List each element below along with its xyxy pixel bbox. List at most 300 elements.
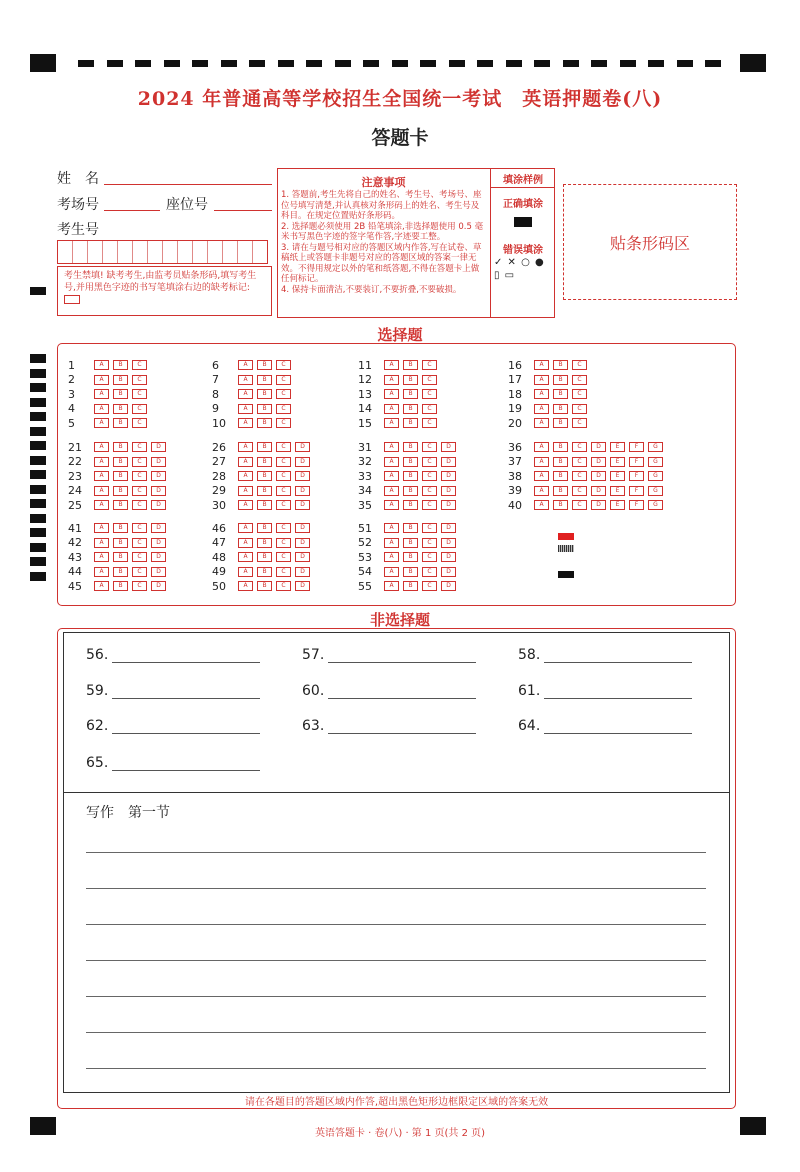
question-number: 1 — [68, 358, 75, 372]
option-bubble[interactable]: C — [132, 389, 147, 399]
option-bubble[interactable]: B — [257, 581, 272, 591]
blank-60[interactable] — [302, 683, 476, 699]
option-bubble[interactable]: C — [276, 486, 291, 496]
option-bubble[interactable]: B — [257, 471, 272, 481]
question-row — [212, 498, 314, 512]
blank-57[interactable] — [302, 647, 476, 663]
id-grid[interactable] — [57, 240, 268, 264]
blank-64[interactable] — [518, 718, 692, 734]
option-bubble[interactable]: B — [113, 360, 128, 370]
option-bubble[interactable]: A — [238, 375, 253, 385]
question-number: 51 — [358, 521, 372, 535]
option-bubble[interactable]: C — [132, 523, 147, 533]
option-bubble[interactable]: A — [238, 471, 253, 481]
option-bubble[interactable]: C — [276, 581, 291, 591]
option-bubble[interactable]: A — [94, 500, 109, 510]
option-bubble[interactable]: C — [132, 375, 147, 385]
writing-line[interactable] — [86, 996, 706, 997]
timing-mark — [30, 572, 46, 581]
option-bubble[interactable]: B — [113, 567, 128, 577]
option-bubble[interactable]: A — [238, 418, 253, 428]
option-bubble[interactable]: C — [132, 457, 147, 467]
timing-dash — [591, 60, 607, 67]
option-bubble[interactable]: A — [384, 486, 399, 496]
option-bubble[interactable]: B — [403, 389, 418, 399]
blank-61[interactable] — [518, 683, 692, 699]
timing-mark — [30, 427, 46, 436]
option-bubble[interactable]: E — [610, 500, 625, 510]
option-bubble[interactable]: B — [113, 389, 128, 399]
question-row — [212, 416, 295, 430]
option-bubble[interactable]: C — [276, 538, 291, 548]
option-bubble[interactable]: B — [113, 457, 128, 467]
timing-dash — [563, 60, 579, 67]
option-bubble[interactable]: C — [276, 552, 291, 562]
option-bubble[interactable]: B — [113, 581, 128, 591]
option-bubble[interactable]: B — [553, 500, 568, 510]
option-bubble[interactable]: D — [441, 538, 456, 548]
option-bubble[interactable]: C — [422, 457, 437, 467]
notice-item: 4. 保持卡面清洁,不要装订,不要折叠,不要破损。 — [281, 284, 462, 295]
question-number: 47 — [212, 536, 226, 549]
option-bubble[interactable]: A — [238, 538, 253, 548]
option-bubble[interactable]: A — [384, 538, 399, 548]
option-bubble[interactable]: C — [572, 442, 587, 452]
option-bubble[interactable]: D — [441, 457, 456, 467]
option-bubble[interactable]: C — [422, 581, 437, 591]
option-bubble[interactable]: B — [257, 500, 272, 510]
question-row — [212, 484, 314, 498]
blank-number: 58. — [518, 647, 541, 663]
option-bubble[interactable]: B — [113, 442, 128, 452]
option-bubble[interactable]: C — [572, 389, 587, 399]
option-bubble[interactable]: A — [534, 471, 549, 481]
option-bubble[interactable]: A — [384, 375, 399, 385]
option-bubble[interactable]: C — [422, 375, 437, 385]
timing-dash — [192, 60, 208, 67]
sample-fill-gray — [558, 545, 574, 552]
question-number: 36 — [508, 440, 522, 454]
option-bubble[interactable]: B — [113, 538, 128, 548]
option-bubble[interactable]: B — [257, 404, 272, 414]
option-bubble[interactable]: C — [132, 500, 147, 510]
option-bubble[interactable]: B — [257, 538, 272, 548]
option-bubble[interactable]: C — [276, 404, 291, 414]
option-bubble[interactable]: A — [384, 457, 399, 467]
option-bubble[interactable]: B — [403, 404, 418, 414]
question-number: 20 — [508, 416, 522, 430]
option-bubble[interactable]: B — [113, 500, 128, 510]
option-bubble[interactable]: B — [113, 404, 128, 414]
option-bubble[interactable]: C — [422, 500, 437, 510]
option-bubble[interactable]: A — [384, 471, 399, 481]
option-bubble[interactable]: D — [151, 581, 166, 591]
name-field[interactable] — [104, 170, 272, 185]
option-bubble[interactable]: A — [94, 360, 109, 370]
option-bubble[interactable]: C — [276, 442, 291, 452]
question-row — [508, 440, 667, 454]
option-bubble[interactable]: A — [94, 538, 109, 548]
option-bubble[interactable]: A — [238, 552, 253, 562]
timing-dash — [620, 60, 636, 67]
option-bubble[interactable]: C — [276, 389, 291, 399]
option-bubble[interactable]: F — [629, 471, 644, 481]
writing-line[interactable] — [86, 888, 706, 889]
option-bubble[interactable]: A — [384, 500, 399, 510]
option-bubble[interactable]: D — [441, 523, 456, 533]
option-bubble[interactable]: C — [422, 567, 437, 577]
question-row — [212, 455, 314, 469]
blank-63[interactable] — [302, 718, 476, 734]
wrong-fill-samples: ✓ ✕ ○ ● ▯ ▭ — [494, 257, 544, 281]
option-bubble[interactable]: A — [534, 389, 549, 399]
option-bubble[interactable]: D — [151, 500, 166, 510]
option-bubble[interactable]: A — [384, 404, 399, 414]
option-bubble[interactable]: A — [238, 389, 253, 399]
option-bubble[interactable]: B — [257, 567, 272, 577]
timing-mark — [30, 470, 46, 479]
option-bubble[interactable]: C — [422, 486, 437, 496]
option-bubble[interactable]: A — [238, 523, 253, 533]
option-bubble[interactable]: D — [151, 457, 166, 467]
option-bubble[interactable]: B — [257, 389, 272, 399]
writing-line[interactable] — [86, 1032, 706, 1033]
option-bubble[interactable]: A — [94, 442, 109, 452]
question-number: 38 — [508, 469, 522, 483]
timing-mark — [30, 514, 46, 523]
question-row — [68, 484, 170, 498]
option-bubble[interactable]: C — [572, 404, 587, 414]
option-bubble[interactable]: A — [238, 360, 253, 370]
option-bubble[interactable]: D — [151, 442, 166, 452]
option-bubble[interactable]: E — [610, 486, 625, 496]
option-bubble[interactable]: D — [151, 567, 166, 577]
option-bubble[interactable]: C — [132, 552, 147, 562]
option-bubble[interactable]: A — [238, 500, 253, 510]
question-number: 24 — [68, 484, 82, 497]
option-bubble[interactable]: A — [534, 375, 549, 385]
question-number: 40 — [508, 498, 522, 512]
option-bubble[interactable]: A — [384, 581, 399, 591]
question-number: 55 — [358, 579, 372, 593]
option-bubble[interactable]: B — [113, 418, 128, 428]
absent-note — [57, 266, 272, 316]
option-bubble[interactable]: E — [610, 471, 625, 481]
timing-mark — [30, 398, 46, 407]
exam-title: 2024 年普通高等学校招生全国统一考试 英语押题卷(八) — [137, 88, 663, 110]
option-bubble[interactable]: B — [257, 360, 272, 370]
option-bubble[interactable]: A — [94, 404, 109, 414]
option-bubble[interactable]: B — [257, 486, 272, 496]
option-bubble[interactable]: C — [422, 523, 437, 533]
option-bubble[interactable]: E — [610, 442, 625, 452]
option-bubble[interactable]: B — [113, 375, 128, 385]
option-bubble[interactable]: C — [422, 442, 437, 452]
option-bubble[interactable]: B — [403, 552, 418, 562]
option-bubble[interactable]: A — [384, 418, 399, 428]
option-bubble[interactable]: D — [441, 486, 456, 496]
option-bubble[interactable]: C — [276, 375, 291, 385]
question-number: 31 — [358, 440, 372, 454]
option-bubble[interactable]: G — [648, 500, 663, 510]
option-bubble[interactable]: C — [276, 360, 291, 370]
option-bubble[interactable]: C — [572, 418, 587, 428]
option-bubble[interactable]: D — [591, 471, 606, 481]
option-bubble[interactable]: B — [553, 486, 568, 496]
option-bubble[interactable]: A — [94, 523, 109, 533]
option-bubble[interactable]: B — [553, 360, 568, 370]
option-bubble[interactable]: A — [534, 360, 549, 370]
option-bubble[interactable]: D — [441, 500, 456, 510]
option-bubble[interactable]: D — [441, 552, 456, 562]
option-bubble[interactable]: F — [629, 486, 644, 496]
option-bubble[interactable]: B — [403, 567, 418, 577]
option-bubble[interactable]: C — [422, 538, 437, 548]
question-row — [68, 536, 170, 550]
option-bubble[interactable]: D — [295, 538, 310, 548]
absent-mark-box[interactable] — [64, 295, 80, 304]
option-bubble[interactable]: B — [113, 486, 128, 496]
option-bubble[interactable]: D — [151, 471, 166, 481]
option-bubble[interactable]: D — [591, 500, 606, 510]
option-bubble[interactable]: A — [94, 418, 109, 428]
option-bubble[interactable]: B — [113, 552, 128, 562]
option-bubble[interactable]: F — [629, 442, 644, 452]
timing-dash — [420, 60, 436, 67]
option-bubble[interactable]: A — [238, 442, 253, 452]
question-row — [212, 387, 295, 401]
option-bubble[interactable]: A — [534, 442, 549, 452]
option-bubble[interactable]: B — [553, 471, 568, 481]
option-bubble[interactable]: B — [257, 552, 272, 562]
option-bubble[interactable]: C — [132, 360, 147, 370]
option-bubble[interactable]: C — [422, 471, 437, 481]
option-bubble[interactable]: C — [132, 581, 147, 591]
writing-line[interactable] — [86, 960, 706, 961]
writing-line[interactable] — [86, 852, 706, 853]
option-bubble[interactable]: A — [384, 567, 399, 577]
option-bubble[interactable]: C — [276, 523, 291, 533]
timing-dash — [477, 60, 493, 67]
option-bubble[interactable]: B — [403, 581, 418, 591]
option-bubble[interactable]: B — [257, 375, 272, 385]
question-row — [358, 498, 460, 512]
option-bubble[interactable]: D — [295, 442, 310, 452]
option-bubble[interactable]: B — [553, 442, 568, 452]
option-bubble[interactable]: B — [403, 523, 418, 533]
question-row — [358, 358, 441, 372]
option-bubble[interactable]: B — [257, 418, 272, 428]
option-bubble[interactable]: D — [295, 523, 310, 533]
option-bubble[interactable]: A — [94, 375, 109, 385]
option-bubble[interactable]: A — [384, 523, 399, 533]
option-bubble[interactable]: B — [257, 442, 272, 452]
option-bubble[interactable]: C — [132, 404, 147, 414]
option-bubble[interactable]: D — [441, 581, 456, 591]
option-bubble[interactable]: A — [534, 500, 549, 510]
option-bubble[interactable]: G — [648, 442, 663, 452]
option-bubble[interactable]: A — [94, 389, 109, 399]
blank-59[interactable] — [86, 683, 260, 699]
option-bubble[interactable]: C — [422, 360, 437, 370]
option-bubble[interactable]: D — [441, 567, 456, 577]
option-bubble[interactable]: D — [151, 523, 166, 533]
option-bubble[interactable]: C — [572, 486, 587, 496]
option-bubble[interactable]: B — [403, 500, 418, 510]
sample-title: 填涂样例 — [503, 175, 543, 186]
option-bubble[interactable]: D — [591, 486, 606, 496]
option-bubble[interactable]: A — [534, 404, 549, 414]
question-number: 10 — [212, 416, 226, 430]
option-bubble[interactable]: C — [572, 360, 587, 370]
option-bubble[interactable]: A — [94, 486, 109, 496]
option-bubble[interactable]: A — [384, 360, 399, 370]
option-bubble[interactable]: A — [384, 552, 399, 562]
blank-65[interactable] — [86, 755, 260, 771]
option-bubble[interactable]: C — [422, 389, 437, 399]
option-bubble[interactable]: B — [403, 457, 418, 467]
question-number: 32 — [358, 455, 372, 468]
option-bubble[interactable]: A — [238, 457, 253, 467]
option-bubble[interactable]: C — [422, 552, 437, 562]
question-row — [212, 440, 314, 454]
option-bubble[interactable]: C — [132, 486, 147, 496]
option-bubble[interactable]: B — [403, 486, 418, 496]
option-bubble[interactable]: C — [422, 404, 437, 414]
option-bubble[interactable]: C — [276, 567, 291, 577]
timing-dash — [449, 60, 465, 67]
option-bubble[interactable]: A — [94, 471, 109, 481]
option-bubble[interactable]: D — [441, 442, 456, 452]
option-bubble[interactable]: D — [151, 552, 166, 562]
option-bubble[interactable]: D — [295, 567, 310, 577]
option-bubble[interactable]: C — [132, 418, 147, 428]
question-row — [358, 579, 460, 593]
option-bubble[interactable]: B — [403, 418, 418, 428]
option-bubble[interactable]: F — [629, 457, 644, 467]
option-bubble[interactable]: C — [132, 471, 147, 481]
option-bubble[interactable]: A — [238, 404, 253, 414]
option-bubble[interactable]: C — [276, 500, 291, 510]
question-row — [68, 402, 151, 416]
option-bubble[interactable]: B — [113, 523, 128, 533]
option-bubble[interactable]: C — [276, 418, 291, 428]
timing-dash — [249, 60, 265, 67]
option-bubble[interactable]: B — [403, 360, 418, 370]
option-bubble[interactable]: C — [572, 457, 587, 467]
option-bubble[interactable]: C — [572, 500, 587, 510]
corner-mark-top-left — [30, 54, 56, 72]
option-bubble[interactable]: A — [94, 457, 109, 467]
option-bubble[interactable]: E — [610, 457, 625, 467]
option-bubble[interactable]: D — [295, 486, 310, 496]
option-bubble[interactable]: C — [276, 457, 291, 467]
notice-item: 1. 答题前,考生先将自己的姓名、考生号、考场号、座位号填写清楚,并认真核对条形码上的姓名、考生号及科目。在规定位置贴好条形码。 — [281, 190, 482, 221]
option-bubble[interactable]: C — [276, 471, 291, 481]
question-number: 18 — [508, 387, 522, 401]
option-bubble[interactable]: D — [591, 457, 606, 467]
option-bubble[interactable]: A — [384, 442, 399, 452]
option-bubble[interactable]: A — [384, 389, 399, 399]
option-bubble[interactable]: G — [648, 486, 663, 496]
question-number: 41 — [68, 521, 82, 535]
option-bubble[interactable]: B — [403, 375, 418, 385]
blank-62[interactable] — [86, 718, 260, 734]
blank-58[interactable] — [518, 647, 692, 663]
option-bubble[interactable]: D — [295, 471, 310, 481]
question-number: 42 — [68, 536, 82, 549]
option-bubble[interactable]: B — [553, 375, 568, 385]
option-bubble[interactable]: F — [629, 500, 644, 510]
timing-dash — [278, 60, 294, 67]
option-bubble[interactable]: C — [422, 418, 437, 428]
option-bubble[interactable]: A — [238, 567, 253, 577]
option-bubble[interactable]: A — [238, 581, 253, 591]
seat-field[interactable] — [214, 196, 272, 211]
blank-56[interactable] — [86, 647, 260, 663]
option-bubble[interactable]: D — [151, 486, 166, 496]
option-bubble[interactable]: A — [534, 418, 549, 428]
option-bubble[interactable]: C — [132, 567, 147, 577]
option-bubble[interactable]: B — [113, 471, 128, 481]
option-bubble[interactable]: B — [553, 404, 568, 414]
option-bubble[interactable]: B — [257, 523, 272, 533]
option-bubble[interactable]: B — [403, 442, 418, 452]
option-bubble[interactable]: D — [295, 457, 310, 467]
option-bubble[interactable]: B — [553, 418, 568, 428]
blank-number: 61. — [518, 683, 541, 699]
question-number: 29 — [212, 484, 226, 497]
option-bubble[interactable]: D — [591, 442, 606, 452]
option-bubble[interactable]: A — [534, 486, 549, 496]
option-bubble[interactable]: B — [403, 471, 418, 481]
option-bubble[interactable]: A — [94, 567, 109, 577]
option-bubble[interactable]: D — [295, 581, 310, 591]
option-bubble[interactable]: A — [94, 581, 109, 591]
blank-number: 57. — [302, 647, 325, 663]
room-field[interactable] — [104, 196, 160, 211]
option-bubble[interactable]: C — [572, 471, 587, 481]
timing-mark — [30, 383, 46, 392]
option-bubble[interactable]: G — [648, 471, 663, 481]
option-bubble[interactable]: C — [132, 442, 147, 452]
option-bubble[interactable]: B — [257, 457, 272, 467]
timing-mark — [30, 485, 46, 494]
question-row — [212, 579, 314, 593]
writing-line[interactable] — [86, 924, 706, 925]
option-bubble[interactable]: D — [151, 538, 166, 548]
option-bubble[interactable]: D — [441, 471, 456, 481]
option-bubble[interactable]: A — [94, 552, 109, 562]
question-number: 8 — [212, 387, 219, 401]
corner-mark-top-right — [740, 54, 766, 72]
option-bubble[interactable]: A — [534, 457, 549, 467]
option-bubble[interactable]: B — [553, 457, 568, 467]
option-bubble[interactable]: D — [295, 500, 310, 510]
writing-line[interactable] — [86, 1068, 706, 1069]
question-row — [358, 536, 460, 550]
name-label: 姓 名 — [57, 171, 99, 187]
option-bubble[interactable]: B — [403, 538, 418, 548]
option-bubble[interactable]: C — [572, 375, 587, 385]
timing-mark — [30, 456, 46, 465]
option-bubble[interactable]: D — [295, 552, 310, 562]
option-bubble[interactable]: C — [132, 538, 147, 548]
option-bubble[interactable]: G — [648, 457, 663, 467]
option-bubble[interactable]: A — [238, 486, 253, 496]
option-bubble[interactable]: B — [553, 389, 568, 399]
blank-number: 56. — [86, 647, 109, 663]
